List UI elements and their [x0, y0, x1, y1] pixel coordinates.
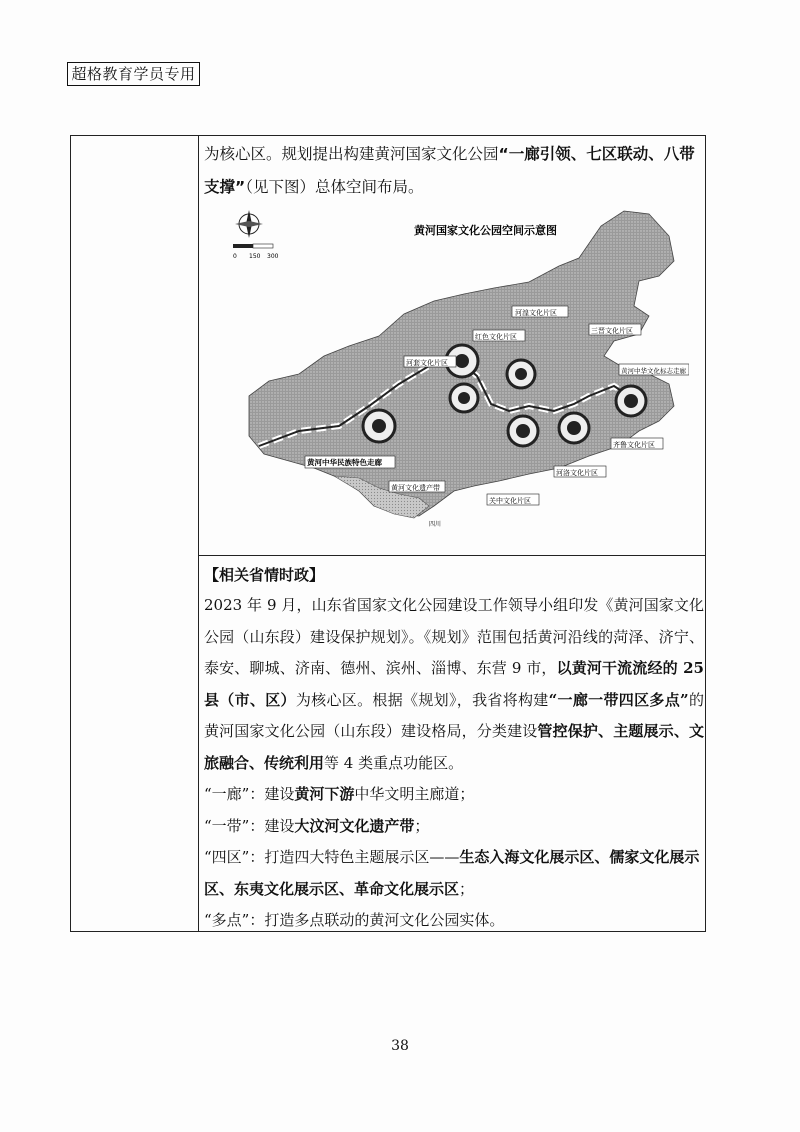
svg-text:300: 300 — [267, 253, 279, 260]
top-paragraph: 为核心区。规划提出构建黄河国家文化公园“一廊引领、七区联动、八带支撑”（见下图）总体空间布局。 — [204, 145, 695, 196]
zone-node — [508, 416, 538, 446]
header-tag: 超格教育学员专用 — [67, 62, 200, 86]
page-number: 38 — [391, 1038, 409, 1054]
svg-text:河湟文化片区: 河湟文化片区 — [515, 309, 557, 317]
policy-paragraph: 2023 年 9 月，山东省国家文化公园建设工作领导小组印发《黄河国家文化公园（山东段）建设保护规划》。《规划》范围包括黄河沿线的菏泽、济宁、泰安、聊城、济南、德州、滨州、淄博、东营 9 市，以黄河干流流经的 25 县（市、区）为核心区。根据《规划》，我省将构建“一廊一带四区多点”的黄河国家文化公园（山东段）建设格局，分类建设管控保护、主题展示、文旅融合、传统利用等 4 类重点功能区。 — [204, 596, 704, 772]
zone-node — [450, 384, 478, 412]
svg-text:齐鲁文化片区: 齐鲁文化片区 — [613, 441, 655, 449]
scale-bar — [233, 244, 279, 260]
svg-text:黄河文化遗产带: 黄河文化遗产带 — [391, 484, 440, 492]
table-vertical-divider — [198, 136, 199, 931]
list-item: “一带”：建设大汶河文化遗产带； — [204, 816, 430, 835]
map-title: 黄河国家文化公园空间示意图 — [414, 224, 557, 237]
svg-text:150: 150 — [249, 253, 261, 260]
list-item: “多点”：打造多点联动的黄河文化公园实体。 — [204, 911, 505, 929]
top-cell — [204, 138, 704, 204]
svg-text:0: 0 — [233, 253, 237, 260]
svg-text:黄河中华文化标志走廊: 黄河中华文化标志走廊 — [621, 367, 686, 375]
table-horizontal-divider — [198, 555, 705, 556]
zone-node — [559, 413, 589, 443]
svg-text:红色文化片区: 红色文化片区 — [475, 333, 517, 341]
svg-text:黄河中华民族特色走廊: 黄河中华民族特色走廊 — [307, 458, 382, 467]
list-item: “四区”：打造四大特色主题展示区——生态入海文化展示区、儒家文化展示区、东夷文化展示区、革命文化展示区； — [204, 848, 700, 898]
zone-node — [616, 386, 646, 416]
bottom-cell — [204, 560, 704, 937]
list-item: “一廊”：建设黄河下游中华文明主廊道； — [204, 785, 475, 803]
svg-text:关中文化片区: 关中文化片区 — [489, 497, 531, 505]
zone-node — [363, 410, 395, 442]
svg-text:四川: 四川 — [429, 521, 442, 528]
svg-text:三晋文化片区: 三晋文化片区 — [591, 327, 633, 335]
content-table — [70, 135, 706, 932]
compass-icon — [235, 210, 263, 238]
section-heading: 【相关省情时政】 — [204, 566, 325, 584]
svg-text:河洛文化片区: 河洛文化片区 — [556, 469, 598, 477]
svg-text:河套文化片区: 河套文化片区 — [406, 359, 448, 367]
yellow-river-map — [229, 206, 689, 546]
zone-node — [507, 360, 535, 388]
